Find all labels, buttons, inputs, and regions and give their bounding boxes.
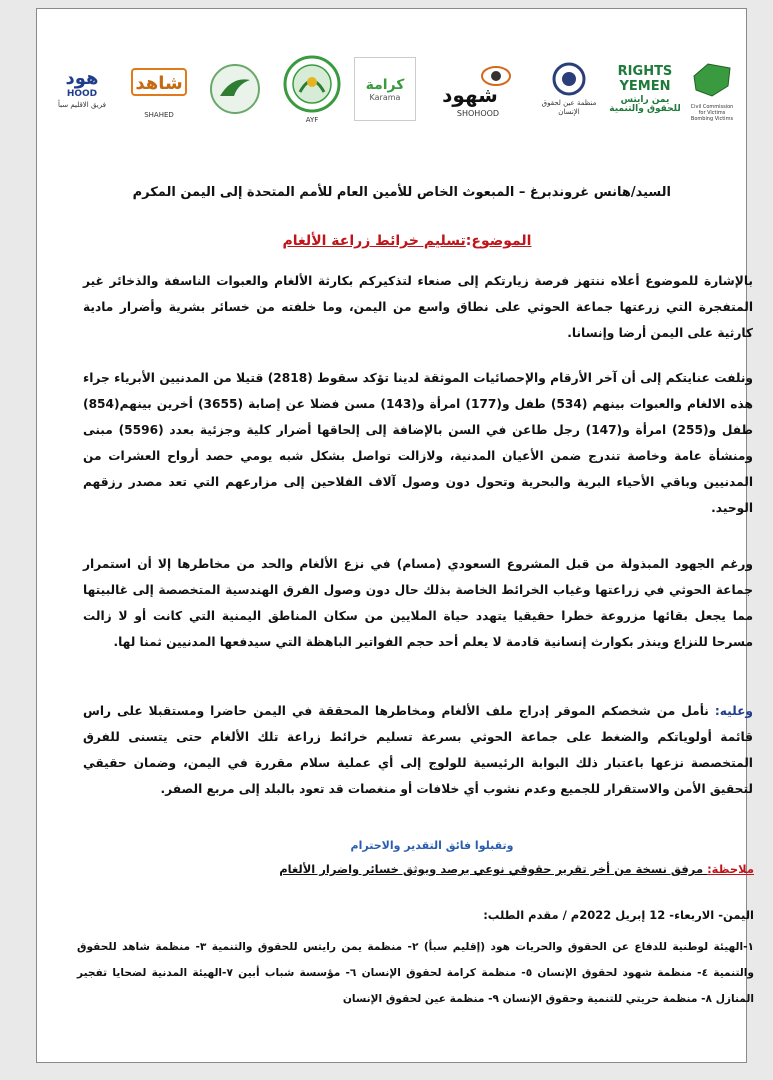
hood-logo: هود HOOD فريق الاقليم سبأ: [58, 68, 106, 109]
ayf-logo: AYF: [281, 47, 343, 131]
rights-yemen-logo: RIGHTS YEMEN يمن رايتس للحقوق والتنمية: [609, 64, 681, 114]
paragraph-4: [83, 698, 753, 802]
svg-text:شهود: شهود: [442, 83, 498, 107]
paragraph-2: ونلفت عنايتكم إلى أن آخر الأرقام والإحصائيات الموثقة لدينا تؤكد سقوط (2818) قتيلا من المدنيين الأبرياء جراء هذه الالغام والعبوات بينهم (534) طفل و(177) امرأة و(143) مسن فضلا عن إصابة (3655) أخرين بينهم(854) طفل و(255) امرأة و(147) رجل طاعن في السن بالإضافة إلى إلحاقها أضرار كلية وجزئية بعدد (5596) مبنى ومنشأة عامة وخاصة تندرج ضمن الأعيان المدنية، ولازالت تواصل بشكل شبه يومي حصد أرواح العشرات من المدنيين وباقي الأحياء البرية والبحرية وتحول دون وصول آلاف الفلاحين إلى مزارعهم التي تعد مصدر رزقهم الوحيد.: [83, 371, 754, 515]
subject-text: تسليم خرائط زراعة الألغام: [282, 233, 466, 249]
bird-circle-icon: [208, 62, 262, 116]
svg-text:SHOHOOD: SHOHOOD: [456, 109, 500, 118]
rabea-logo: [204, 47, 266, 131]
svg-text:شاهد: شاهد: [135, 72, 183, 94]
subject-label: الموضوع: [471, 233, 532, 249]
note-body: مرفق نسخة من أخر تقرير حقوقي نوعي يرصد ويوثق خسائر واضرار الألغام: [279, 862, 708, 876]
subject-line: الموضوع:تسليم خرائط زراعة الألغام: [282, 233, 532, 249]
request-body: نأمل من شخصكم الموقر إدراج ملف الألغام ومخاطرها المحققة في اليمن حاضرا ومستقبلا على راس قائمة أولوياتكم والضغط على جماعة الحوثي بسرعة تسليم خرائط زراعة تلك الألغام حتى يتسنى للفرق المتخصصة نزعها باعتبار ذلك البوابة الرئيسية للولوج إلى أي عملية سلام مقررة في اليمن، وضمان حقيقي لتحقيق الأمن والاستقرار للجميع وعدم نشوب أي خلافات أو منغصات قد تعود بالبلد إلى مربع الصفر.: [83, 704, 753, 796]
shohood-logo: [429, 47, 527, 131]
closing-line: وتقبلوا فائق التقدير والاحترام: [350, 839, 514, 852]
date-line: اليمن- الاربعاء- 12 إبريل 2022م / مقدم الطلب:: [483, 908, 754, 922]
paragraph-1: بالإشارة للموضوع أعلاه ننتهز فرصة زيارتكم إلى صنعاء لتذكيركم بكارثة الألغام والعبوات الناسفة والذخائر غير المتفجرة التي زرعتها جماعة الحوثي على نطاق واسع من اليمن، وما خلفته من خسائر بشرية وأضرار مادية كارثية على اليمن أرضا وإنسانا.: [83, 274, 753, 340]
shahed-logo: شاهد SHAHED: [124, 47, 194, 131]
karama-logo: كرامة Karama: [354, 47, 416, 131]
wreath-seal-icon: [282, 54, 342, 114]
map-icon: [690, 56, 734, 102]
note-line: [217, 862, 754, 876]
request-lead: وعليه:: [714, 704, 753, 718]
paragraph-3: ورغم الجهود المبذولة من قبل المشروع السعودي (مسام) في نزع الألغام والحد من مخاطرها إلا أن استمرار جماعة الحوثي في زراعتها وغياب الخرائط الخاصة بذلك حال دون وصول الفرق الهندسية المتخصصة إلى غالبيتها مما يجعل بقائها مزروعة خطرا حقيقيا يتهدد حياة الملايين من سكان المناطق اليمنية التي كانت أو لا زالت مسرحا للنزاع وينذر بكوارث إنسانية قادمة لا يعلم أحد حجم الفواتير الباهظة التي سيدفعها المدنيين ثمنا لها.: [83, 557, 753, 649]
recipient-line: السيد/هانس غروندبرغ – المبعوث الخاص للأمين العام للأمم المتحدة إلى اليمن المكرم: [132, 185, 671, 200]
letter-page: [36, 8, 754, 1063]
ain-eye-icon: [551, 61, 587, 97]
note-label: ملاحظة:: [707, 862, 754, 876]
organizations-list: ١-الهيئة لوطنية للدفاع عن الحقوق والحريات هود (إقليم سبأ) ٢- منظمة يمن رايتس للحقوق والتنمية ٣- منظمة شاهد للحقوق والتنمية ٤- منظمة شهود لحقوق الإنسان ٥- منظمة كرامة لحقوق الإنسان ٦- مؤسسة شباب أبين ٧-الهيئة المدنية لضحايا تفجير المنازل ٨- منظمة حريتي للتنمية وحقوق الإنسان ٩- منظمة عين لحقوق الإنسان: [77, 941, 754, 1005]
logo-strip: [49, 47, 735, 131]
yemen-map-logo: Civil Commission for Victims Bombing Victims: [687, 47, 737, 131]
ain-logo: منظمة عين لحقوق الإنسان: [537, 47, 601, 131]
eye-icon: [430, 58, 526, 120]
shahed-mark-icon: [130, 59, 188, 109]
